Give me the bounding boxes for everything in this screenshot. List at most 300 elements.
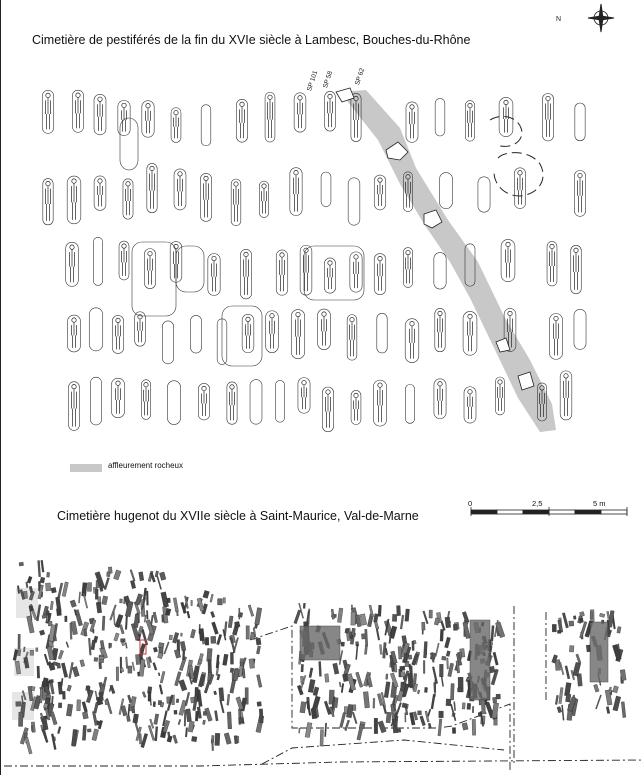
bone-fragment	[174, 710, 177, 714]
bone-fragment	[294, 610, 301, 624]
bone-fragment	[378, 721, 386, 733]
bone-fragment	[185, 692, 190, 705]
bone-fragment	[157, 652, 163, 658]
bone-fragment	[562, 705, 565, 720]
bone-fragment	[325, 674, 329, 683]
bone-fragment	[557, 630, 561, 633]
bone-fragment	[462, 723, 468, 731]
bone-fragment	[195, 711, 198, 721]
bone-fragment	[447, 658, 449, 669]
bone-fragment	[130, 580, 135, 588]
bone-fragment	[92, 711, 97, 725]
bone-fragment	[132, 662, 135, 671]
bone-fragment	[259, 709, 263, 723]
bone-fragment	[135, 654, 140, 664]
bone-fragment	[203, 590, 210, 598]
bone-fragment	[82, 712, 88, 719]
bone-fragment	[126, 716, 130, 722]
bone-fragment	[356, 672, 363, 687]
bone-fragment	[219, 688, 224, 701]
bone-fragment	[215, 733, 220, 745]
bone-fragment	[36, 648, 38, 652]
bone-fragment	[217, 634, 222, 644]
bone-fragment	[212, 622, 219, 635]
bone-fragment	[364, 645, 367, 655]
bone-fragment	[153, 702, 155, 707]
bone-fragment	[121, 639, 126, 643]
bone-fragment	[577, 674, 582, 687]
bone-fragment	[555, 695, 558, 704]
bone-fragment	[439, 711, 444, 718]
bone-fragment	[62, 582, 68, 597]
bone-fragment	[51, 696, 53, 704]
bone-fragment	[102, 616, 105, 630]
bone-fragment	[104, 578, 110, 590]
bone-fragment	[146, 591, 148, 605]
bone-fragment	[384, 682, 390, 698]
bone-fragment	[113, 611, 115, 625]
bone-fragment	[223, 654, 229, 665]
bone-fragment	[239, 717, 244, 723]
bone-fragment	[95, 589, 98, 599]
bone-fragment	[70, 623, 72, 639]
bone-fragment	[230, 668, 234, 673]
bone-fragment	[340, 712, 346, 727]
bone-fragment	[107, 572, 111, 577]
bone-fragment	[341, 683, 344, 692]
bone-fragment	[418, 711, 422, 715]
bone-fragment	[158, 673, 160, 676]
bone-fragment	[167, 598, 170, 603]
bone-fragment	[445, 617, 451, 628]
bone-fragment	[309, 668, 313, 678]
bone-fragment	[47, 646, 54, 659]
bone-fragment	[148, 692, 151, 701]
bone-fragment	[41, 560, 44, 572]
bone-fragment	[439, 664, 443, 677]
bone-fragment	[146, 610, 148, 619]
bone-fragment	[313, 687, 319, 696]
bone-fragment	[423, 642, 427, 658]
bone-fragment	[609, 687, 611, 690]
bone-fragment	[400, 615, 404, 629]
bone-fragment	[58, 703, 62, 708]
bone-fragment	[190, 629, 195, 638]
bone-fragment	[30, 650, 34, 655]
bone-fragment	[141, 733, 148, 747]
bone-fragment	[228, 616, 233, 628]
bone-fragment	[66, 642, 69, 648]
bone-fragment	[379, 644, 382, 654]
bone-fragment	[442, 656, 446, 660]
bone-fragment	[450, 683, 454, 699]
bone-fragment	[16, 702, 21, 707]
bone-fragment	[493, 652, 498, 665]
bone-fragment	[39, 630, 45, 636]
bone-fragment	[164, 642, 169, 654]
bone-fragment	[255, 608, 262, 625]
bone-fragment	[26, 582, 28, 588]
bone-fragment	[573, 616, 576, 620]
bone-fragment	[613, 696, 621, 711]
bone-fragment	[203, 720, 206, 724]
bone-fragment	[491, 626, 494, 641]
bone-fragment	[38, 560, 41, 576]
bone-fragment	[18, 634, 20, 648]
bone-fragment	[594, 684, 600, 692]
bone-fragment	[139, 734, 142, 744]
bone-fragment	[595, 695, 601, 709]
bone-fragment	[301, 664, 304, 671]
bone-fragment	[396, 606, 400, 616]
bone-fragment	[45, 583, 51, 591]
bone-fragment	[62, 691, 65, 699]
bone-fragment	[390, 673, 398, 688]
bone-fragment	[479, 699, 481, 705]
bone-fragment	[420, 716, 426, 726]
bone-fragment	[47, 572, 50, 577]
bone-fragment	[71, 729, 77, 746]
bone-fragment	[467, 703, 471, 709]
bone-fragment	[617, 627, 621, 634]
bone-fragment	[405, 713, 406, 722]
bone-fragment	[105, 700, 109, 705]
bone-fragment	[134, 614, 140, 628]
bone-fragment	[337, 608, 343, 623]
bone-fragment	[173, 598, 178, 612]
bone-fragment	[100, 640, 104, 649]
bone-fragment	[227, 712, 232, 729]
bone-fragment	[214, 691, 217, 695]
bone-fragment	[159, 685, 163, 695]
bone-fragment	[230, 652, 233, 664]
bone-fragment	[133, 714, 139, 723]
dense-burial-group	[590, 622, 608, 682]
bone-fragment	[99, 663, 102, 669]
bone-fragment	[110, 605, 117, 621]
bone-fragment	[50, 601, 53, 610]
bone-fragment	[621, 702, 626, 718]
bone-fragment	[191, 600, 193, 605]
bone-fragment	[299, 728, 300, 733]
bone-fragment	[454, 702, 456, 711]
bone-fragment	[178, 719, 181, 724]
north-label: N	[556, 16, 562, 23]
bone-fragment	[214, 711, 218, 721]
bone-fragment	[351, 612, 356, 625]
bone-fragment	[65, 616, 67, 622]
bone-fragment	[51, 587, 56, 593]
bone-fragment	[300, 702, 306, 713]
bone-fragment	[186, 709, 192, 722]
bone-fragment	[402, 703, 407, 708]
bone-fragment	[590, 612, 592, 619]
bone-fragment	[173, 735, 178, 744]
bone-fragment	[457, 688, 461, 692]
bone-fragment	[125, 643, 127, 649]
bone-fragment	[472, 706, 474, 712]
bone-fragment	[579, 618, 583, 623]
bone-fragment	[341, 642, 345, 646]
bone-fragment	[132, 706, 135, 713]
bone-fragment	[386, 674, 388, 679]
bone-fragment	[82, 702, 88, 713]
bone-fragment	[613, 686, 619, 693]
burial-label-sp62: SP 62	[354, 67, 367, 87]
bone-fragment	[155, 571, 158, 577]
bone-fragment	[49, 679, 53, 683]
bone-fragment	[37, 666, 40, 678]
bone-fragment	[27, 576, 32, 583]
bone-fragment	[400, 672, 405, 677]
bone-fragment	[462, 612, 469, 623]
bone-fragment	[167, 732, 170, 738]
bone-fragment	[448, 663, 454, 677]
bone-fragment	[78, 592, 80, 603]
bone-fragment	[205, 637, 209, 645]
bone-fragment	[440, 629, 443, 641]
bone-fragment	[93, 629, 94, 633]
bone-fragment	[109, 643, 110, 648]
bone-fragment	[453, 624, 457, 630]
bone-fragment	[412, 641, 414, 650]
bone-fragment	[606, 707, 610, 714]
bone-fragment	[67, 685, 72, 691]
bone-fragment	[599, 613, 605, 617]
top-plan-title: Cimetière de pestiférés de la fin du XVIe siècle à Lambesc, Bouches-du-Rhône	[32, 33, 471, 47]
bone-fragment	[181, 633, 183, 636]
bone-fragment	[184, 710, 186, 726]
bone-fragment	[119, 625, 124, 634]
bone-fragment	[61, 678, 63, 686]
bone-fragment	[246, 626, 249, 639]
bone-fragment	[576, 654, 581, 664]
bone-fragment	[248, 605, 254, 617]
bone-fragment	[462, 703, 465, 709]
bone-fragment	[234, 621, 240, 627]
bone-fragment	[44, 654, 49, 665]
bone-fragment	[557, 707, 562, 713]
bone-fragment	[72, 666, 79, 676]
bone-fragment	[87, 583, 91, 592]
bone-fragment	[365, 629, 368, 646]
bone-fragment	[374, 614, 379, 623]
bone-fragment	[392, 614, 397, 621]
bone-fragment	[50, 712, 57, 725]
bone-fragment	[249, 659, 255, 669]
bone-fragment	[333, 663, 339, 674]
bone-fragment	[496, 694, 500, 699]
bone-fragment	[423, 611, 428, 624]
bone-fragment	[40, 577, 45, 583]
bone-fragment	[422, 622, 426, 630]
bone-fragment	[70, 600, 76, 608]
scale-tick-2-5: 2,5	[532, 499, 543, 508]
bone-fragment	[19, 562, 24, 566]
bone-fragment	[92, 729, 99, 741]
bone-fragment	[394, 664, 397, 672]
bone-fragment	[405, 609, 410, 621]
scale-tick-5m: 5 m	[593, 499, 606, 508]
bone-fragment	[434, 618, 439, 625]
bone-fragment	[187, 611, 190, 618]
burial-label-sp58: SP 58	[322, 70, 335, 90]
bone-fragment	[345, 720, 350, 731]
bone-fragment	[256, 638, 261, 645]
bone-fragment	[227, 694, 230, 705]
bone-fragment	[305, 722, 312, 737]
bone-fragment	[607, 611, 610, 619]
legend-label: affleurement rocheux	[108, 461, 184, 470]
bone-fragment	[211, 636, 216, 643]
bone-fragment	[176, 699, 179, 703]
bone-fragment	[234, 736, 238, 744]
bone-fragment	[239, 608, 240, 619]
bone-fragment	[18, 712, 23, 726]
bone-fragment	[569, 645, 574, 652]
bone-fragment	[199, 628, 204, 640]
bone-fragment	[154, 714, 159, 725]
bone-fragment	[423, 660, 425, 673]
bone-fragment	[472, 719, 476, 735]
bone-fragment	[363, 692, 369, 708]
burial-label-sp101: SP 101	[306, 69, 320, 93]
bone-fragment	[130, 570, 135, 581]
bone-fragment	[492, 703, 499, 719]
bone-fragment	[478, 712, 481, 716]
bone-fragment	[257, 675, 262, 688]
bone-fragment	[319, 662, 322, 677]
bone-fragment	[27, 616, 35, 633]
bone-fragment	[128, 666, 132, 673]
bone-fragment	[303, 603, 305, 608]
bone-fragment	[400, 666, 405, 671]
bone-fragment	[565, 666, 570, 679]
bone-fragment	[203, 711, 206, 715]
scale-tick-0: 0	[468, 499, 473, 508]
bone-fragment	[153, 663, 157, 671]
bone-fragment	[397, 729, 401, 733]
bone-fragment	[91, 640, 96, 650]
bone-fragment	[179, 680, 187, 691]
bone-fragment	[160, 671, 165, 683]
bone-fragment	[57, 727, 60, 734]
bone-fragment	[218, 599, 223, 605]
bone-fragment	[320, 730, 324, 746]
dense-burial-group	[470, 620, 490, 700]
bone-fragment	[155, 727, 158, 741]
bone-fragment	[424, 687, 427, 692]
bone-fragment	[88, 638, 91, 655]
bone-fragment	[356, 644, 358, 659]
bone-fragment	[445, 637, 451, 648]
bone-fragment	[69, 662, 74, 678]
bone-fragment	[256, 646, 260, 654]
bone-fragment	[77, 700, 81, 711]
bone-fragment	[325, 723, 327, 737]
bone-fragment	[431, 694, 435, 709]
bone-fragment	[31, 726, 33, 732]
bone-fragment	[383, 643, 387, 659]
bone-fragment	[198, 659, 202, 664]
bone-fragment	[357, 724, 364, 740]
bone-fragment	[61, 663, 67, 678]
huguenot-burials	[13, 560, 626, 754]
bone-fragment	[139, 572, 144, 581]
bone-fragment	[398, 646, 402, 659]
bone-fragment	[438, 719, 442, 736]
excavation-limit	[262, 740, 504, 764]
bone-fragment	[42, 615, 47, 619]
bone-fragment	[435, 643, 439, 656]
bone-fragment	[429, 610, 432, 618]
bone-fragment	[58, 650, 63, 659]
bone-fragment	[223, 598, 225, 604]
bone-fragment	[374, 718, 378, 733]
bone-fragment	[559, 688, 564, 704]
bone-fragment	[452, 728, 455, 734]
bone-fragment	[346, 704, 353, 718]
bone-fragment	[99, 656, 104, 659]
bone-fragment	[102, 596, 108, 605]
bone-fragment	[94, 657, 98, 661]
bone-fragment	[99, 692, 104, 701]
bone-fragment	[242, 669, 245, 678]
bone-fragment	[51, 734, 56, 750]
bone-fragment	[25, 737, 32, 754]
bone-fragment	[562, 613, 568, 628]
bone-fragment	[159, 572, 166, 580]
bone-fragment	[120, 599, 123, 603]
bone-fragment	[374, 621, 379, 629]
bone-fragment	[353, 705, 356, 711]
bone-fragment	[345, 629, 349, 634]
bone-fragment	[142, 692, 146, 698]
bone-fragment	[116, 667, 119, 681]
bone-fragment	[257, 702, 262, 707]
bone-fragment	[386, 712, 391, 723]
bone-fragment	[121, 642, 124, 646]
bone-fragment	[169, 635, 173, 640]
bone-fragment	[191, 736, 196, 741]
bone-fragment	[103, 677, 107, 686]
bone-fragment	[417, 690, 420, 694]
bone-fragment	[422, 630, 423, 634]
bone-fragment	[210, 611, 214, 617]
bone-fragment	[373, 698, 375, 708]
bone-fragment	[212, 740, 214, 751]
bone-fragment	[210, 594, 213, 602]
bottom-plan-title: Cimetière hugenot du XVIIe siècle à Saint-Maurice, Val-de-Marne	[57, 509, 419, 523]
bone-fragment	[114, 633, 119, 641]
bone-fragment	[80, 660, 85, 667]
bone-fragment	[565, 694, 570, 702]
bone-fragment	[331, 609, 334, 619]
bone-fragment	[66, 704, 73, 716]
bone-fragment	[57, 663, 61, 668]
bone-fragment	[153, 647, 157, 652]
bone-fragment	[446, 651, 450, 657]
bone-fragment	[141, 629, 147, 645]
bone-fragment	[339, 682, 341, 687]
bone-fragment	[220, 700, 225, 713]
bone-fragment	[82, 725, 86, 740]
bone-fragment	[126, 657, 128, 668]
bone-fragment	[153, 612, 158, 623]
bone-fragment	[113, 570, 121, 580]
bone-fragment	[350, 635, 353, 639]
bone-fragment	[87, 729, 91, 732]
